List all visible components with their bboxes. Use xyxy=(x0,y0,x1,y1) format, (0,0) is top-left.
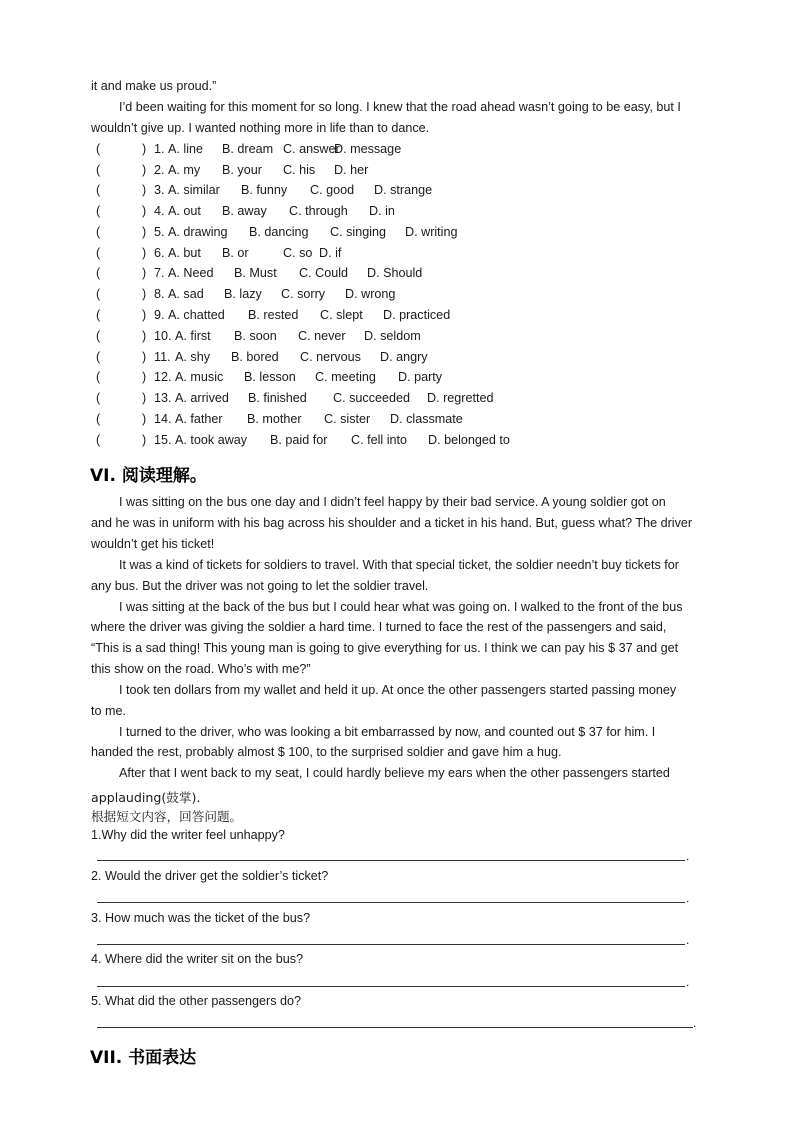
option-b[interactable]: B. funny xyxy=(241,183,288,197)
answer-paren-open: ( xyxy=(96,391,101,405)
question-number: 3. xyxy=(154,183,165,197)
option-a[interactable]: A. chatted xyxy=(168,308,225,322)
answer-line-4[interactable] xyxy=(97,986,685,987)
answer-paren-close: ) xyxy=(142,183,147,197)
option-d[interactable]: D. message xyxy=(334,142,402,156)
option-b[interactable]: B. Must xyxy=(234,266,277,280)
question-number: 7. xyxy=(154,266,165,280)
option-d[interactable]: D. in xyxy=(369,204,395,218)
option-b[interactable]: B. bored xyxy=(231,350,279,364)
answer-paren-close: ) xyxy=(142,225,147,239)
answer-paren-open: ( xyxy=(96,308,101,322)
option-d[interactable]: D. regretted xyxy=(427,391,494,405)
option-d[interactable]: D. angry xyxy=(380,350,428,364)
option-c[interactable]: C. meeting xyxy=(315,370,376,384)
question-number: 13. xyxy=(154,391,172,405)
option-c[interactable]: C. through xyxy=(289,204,348,218)
answer-paren-open: ( xyxy=(96,204,101,218)
answer-paren-close: ) xyxy=(142,433,147,447)
option-b[interactable]: B. finished xyxy=(248,391,307,405)
option-c[interactable]: C. good xyxy=(310,183,355,197)
answer-line-3[interactable] xyxy=(97,944,685,945)
reading-question-5: 5. What did the other passengers do? xyxy=(91,994,302,1008)
option-c[interactable]: C. singing xyxy=(330,225,387,239)
option-a[interactable]: A. shy xyxy=(175,350,210,364)
option-a[interactable]: A. Need xyxy=(168,266,214,280)
passage-end-line-1: it and make us proud.” xyxy=(91,79,217,93)
answer-paren-open: ( xyxy=(96,287,101,301)
answer-paren-open: ( xyxy=(96,225,101,239)
option-c[interactable]: C. his xyxy=(283,163,316,177)
option-b[interactable]: B. or xyxy=(222,246,249,260)
option-a[interactable]: A. out xyxy=(168,204,201,218)
option-c[interactable]: C. answer xyxy=(283,142,340,156)
option-d[interactable]: D. belonged to xyxy=(428,433,510,447)
option-a[interactable]: A. took away xyxy=(175,433,248,447)
passage-end-line-2: I’d been waiting for this moment for so long. I knew that the road ahead wasn’t going to be easy, but I xyxy=(119,100,681,114)
option-a[interactable]: A. first xyxy=(175,329,211,343)
section-6-heading: VI. 阅读理解。 xyxy=(90,466,207,486)
answer-paren-close: ) xyxy=(142,391,147,405)
option-b[interactable]: B. lesson xyxy=(244,370,296,384)
option-d[interactable]: D. practiced xyxy=(383,308,451,322)
reading-line: and he was in uniform with his bag across his shoulder and a ticket in his hand. But, guess what? The driver xyxy=(91,516,693,530)
option-a[interactable]: A. sad xyxy=(168,287,204,301)
reading-line: It was a kind of tickets for soldiers to travel. With that special ticket, the soldier needn’t buy tickets for xyxy=(119,558,679,572)
answer-period: . xyxy=(686,849,690,863)
answer-period: . xyxy=(693,1016,697,1030)
reading-question-1: 1.Why did the writer feel unhappy? xyxy=(91,828,285,842)
option-d[interactable]: D. classmate xyxy=(390,412,463,426)
reading-line: to me. xyxy=(91,704,126,718)
reading-question-4: 4. Where did the writer sit on the bus? xyxy=(91,952,304,966)
answer-paren-close: ) xyxy=(142,204,147,218)
question-number: 10. xyxy=(154,329,172,343)
answer-paren-close: ) xyxy=(142,163,147,177)
question-number: 14. xyxy=(154,412,172,426)
question-number: 1. xyxy=(154,142,165,156)
option-b[interactable]: B. away xyxy=(222,204,267,218)
option-c[interactable]: C. so xyxy=(283,246,313,260)
option-c[interactable]: C. fell into xyxy=(351,433,407,447)
option-d[interactable]: D. if xyxy=(319,246,342,260)
answer-paren-close: ) xyxy=(142,308,147,322)
answer-line-2[interactable] xyxy=(97,902,685,903)
answer-period: . xyxy=(686,933,690,947)
answer-paren-open: ( xyxy=(96,329,101,343)
answer-paren-open: ( xyxy=(96,266,101,280)
answer-paren-open: ( xyxy=(96,433,101,447)
option-a[interactable]: A. similar xyxy=(168,183,220,197)
option-b[interactable]: B. your xyxy=(222,163,262,177)
answer-paren-open: ( xyxy=(96,246,101,260)
reading-line: this show on the road. Who’s with me?” xyxy=(91,662,311,676)
answer-paren-close: ) xyxy=(142,412,147,426)
option-c[interactable]: C. succeeded xyxy=(333,391,411,405)
answer-paren-open: ( xyxy=(96,163,101,177)
option-d[interactable]: D. seldom xyxy=(364,329,421,343)
option-c[interactable]: C. sorry xyxy=(281,287,326,301)
question-number: 8. xyxy=(154,287,165,301)
question-number: 5. xyxy=(154,225,165,239)
question-number: 15. xyxy=(154,433,172,447)
option-d[interactable]: D. strange xyxy=(374,183,433,197)
answer-paren-open: ( xyxy=(96,350,101,364)
reading-line: where the driver was giving the soldier a hard time. I turned to face the rest of the passengers and said, xyxy=(91,620,667,634)
option-d[interactable]: D. writing xyxy=(405,225,458,239)
answer-paren-close: ) xyxy=(142,350,147,364)
answer-paren-close: ) xyxy=(142,329,147,343)
option-b[interactable]: B. dancing xyxy=(249,225,309,239)
answer-paren-close: ) xyxy=(142,246,147,260)
answer-period: . xyxy=(686,891,690,905)
option-c[interactable]: C. sister xyxy=(324,412,371,426)
answer-paren-close: ) xyxy=(142,266,147,280)
option-c[interactable]: C. never xyxy=(298,329,346,343)
reading-question-3: 3. How much was the ticket of the bus? xyxy=(91,911,311,925)
option-a[interactable]: A. my xyxy=(168,163,201,177)
option-b[interactable]: B. paid for xyxy=(270,433,328,447)
answer-paren-close: ) xyxy=(142,142,147,156)
answer-paren-open: ( xyxy=(96,370,101,384)
option-b[interactable]: B. rested xyxy=(248,308,299,322)
answer-line-5[interactable] xyxy=(97,1027,693,1028)
reading-instruction: 根据短文内容，回答问题。 xyxy=(91,809,243,824)
option-a[interactable]: A. but xyxy=(168,246,201,260)
reading-line: applauding(鼓掌). xyxy=(91,790,201,805)
option-c[interactable]: C. Could xyxy=(299,266,348,280)
reading-line: handed the rest, probably almost $ 100, to the surprised soldier and gave him a hug. xyxy=(91,745,562,759)
reading-line: I turned to the driver, who was looking a bit embarrassed by now, and counted out $ 37 for him. I xyxy=(119,725,656,739)
option-d[interactable]: D. party xyxy=(398,370,443,384)
answer-paren-open: ( xyxy=(96,412,101,426)
question-number: 4. xyxy=(154,204,165,218)
passage-end-line-3: wouldn’t give up. I wanted nothing more in life than to dance. xyxy=(91,121,430,135)
reading-line: any bus. But the driver was not going to let the soldier travel. xyxy=(91,579,429,593)
option-a[interactable]: A. father xyxy=(175,412,223,426)
option-d[interactable]: D. Should xyxy=(367,266,423,280)
answer-period: . xyxy=(686,975,690,989)
reading-line: I took ten dollars from my wallet and held it up. At once the other passengers started passing money xyxy=(119,683,677,697)
answer-paren-close: ) xyxy=(142,370,147,384)
reading-line: wouldn’t get his ticket! xyxy=(91,537,215,551)
reading-line: “This is a sad thing! This young man is going to give everything for us. I think we can pay his $ 37 and get xyxy=(91,641,679,655)
section-7-heading: VII. 书面表达 xyxy=(90,1048,197,1068)
option-b[interactable]: B. lazy xyxy=(224,287,262,301)
option-a[interactable]: A. music xyxy=(175,370,224,384)
option-c[interactable]: C. slept xyxy=(320,308,363,322)
question-number: 2. xyxy=(154,163,165,177)
option-d[interactable]: D. her xyxy=(334,163,369,177)
answer-paren-open: ( xyxy=(96,183,101,197)
answer-paren-close: ) xyxy=(142,287,147,301)
option-b[interactable]: B. soon xyxy=(234,329,277,343)
reading-line: I was sitting at the back of the bus but I could hear what was going on. I walked to the front of the bus xyxy=(119,600,683,614)
option-b[interactable]: B. mother xyxy=(247,412,302,426)
option-b[interactable]: B. dream xyxy=(222,142,274,156)
option-a[interactable]: A. arrived xyxy=(175,391,229,405)
question-number: 11. xyxy=(154,350,171,364)
answer-line-1[interactable] xyxy=(97,860,685,861)
option-d[interactable]: D. wrong xyxy=(345,287,396,301)
reading-question-2: 2. Would the driver get the soldier’s ticket? xyxy=(91,869,329,883)
question-number: 6. xyxy=(154,246,165,260)
question-number: 9. xyxy=(154,308,165,322)
reading-line: After that I went back to my seat, I could hardly believe my ears when the other passengers started xyxy=(119,766,670,780)
option-a[interactable]: A. line xyxy=(168,142,204,156)
option-a[interactable]: A. drawing xyxy=(168,225,228,239)
option-c[interactable]: C. nervous xyxy=(300,350,361,364)
question-number: 12. xyxy=(154,370,172,384)
answer-paren-open: ( xyxy=(96,142,101,156)
reading-line: I was sitting on the bus one day and I didn’t feel happy by their bad service. A young soldier got on xyxy=(119,495,666,509)
